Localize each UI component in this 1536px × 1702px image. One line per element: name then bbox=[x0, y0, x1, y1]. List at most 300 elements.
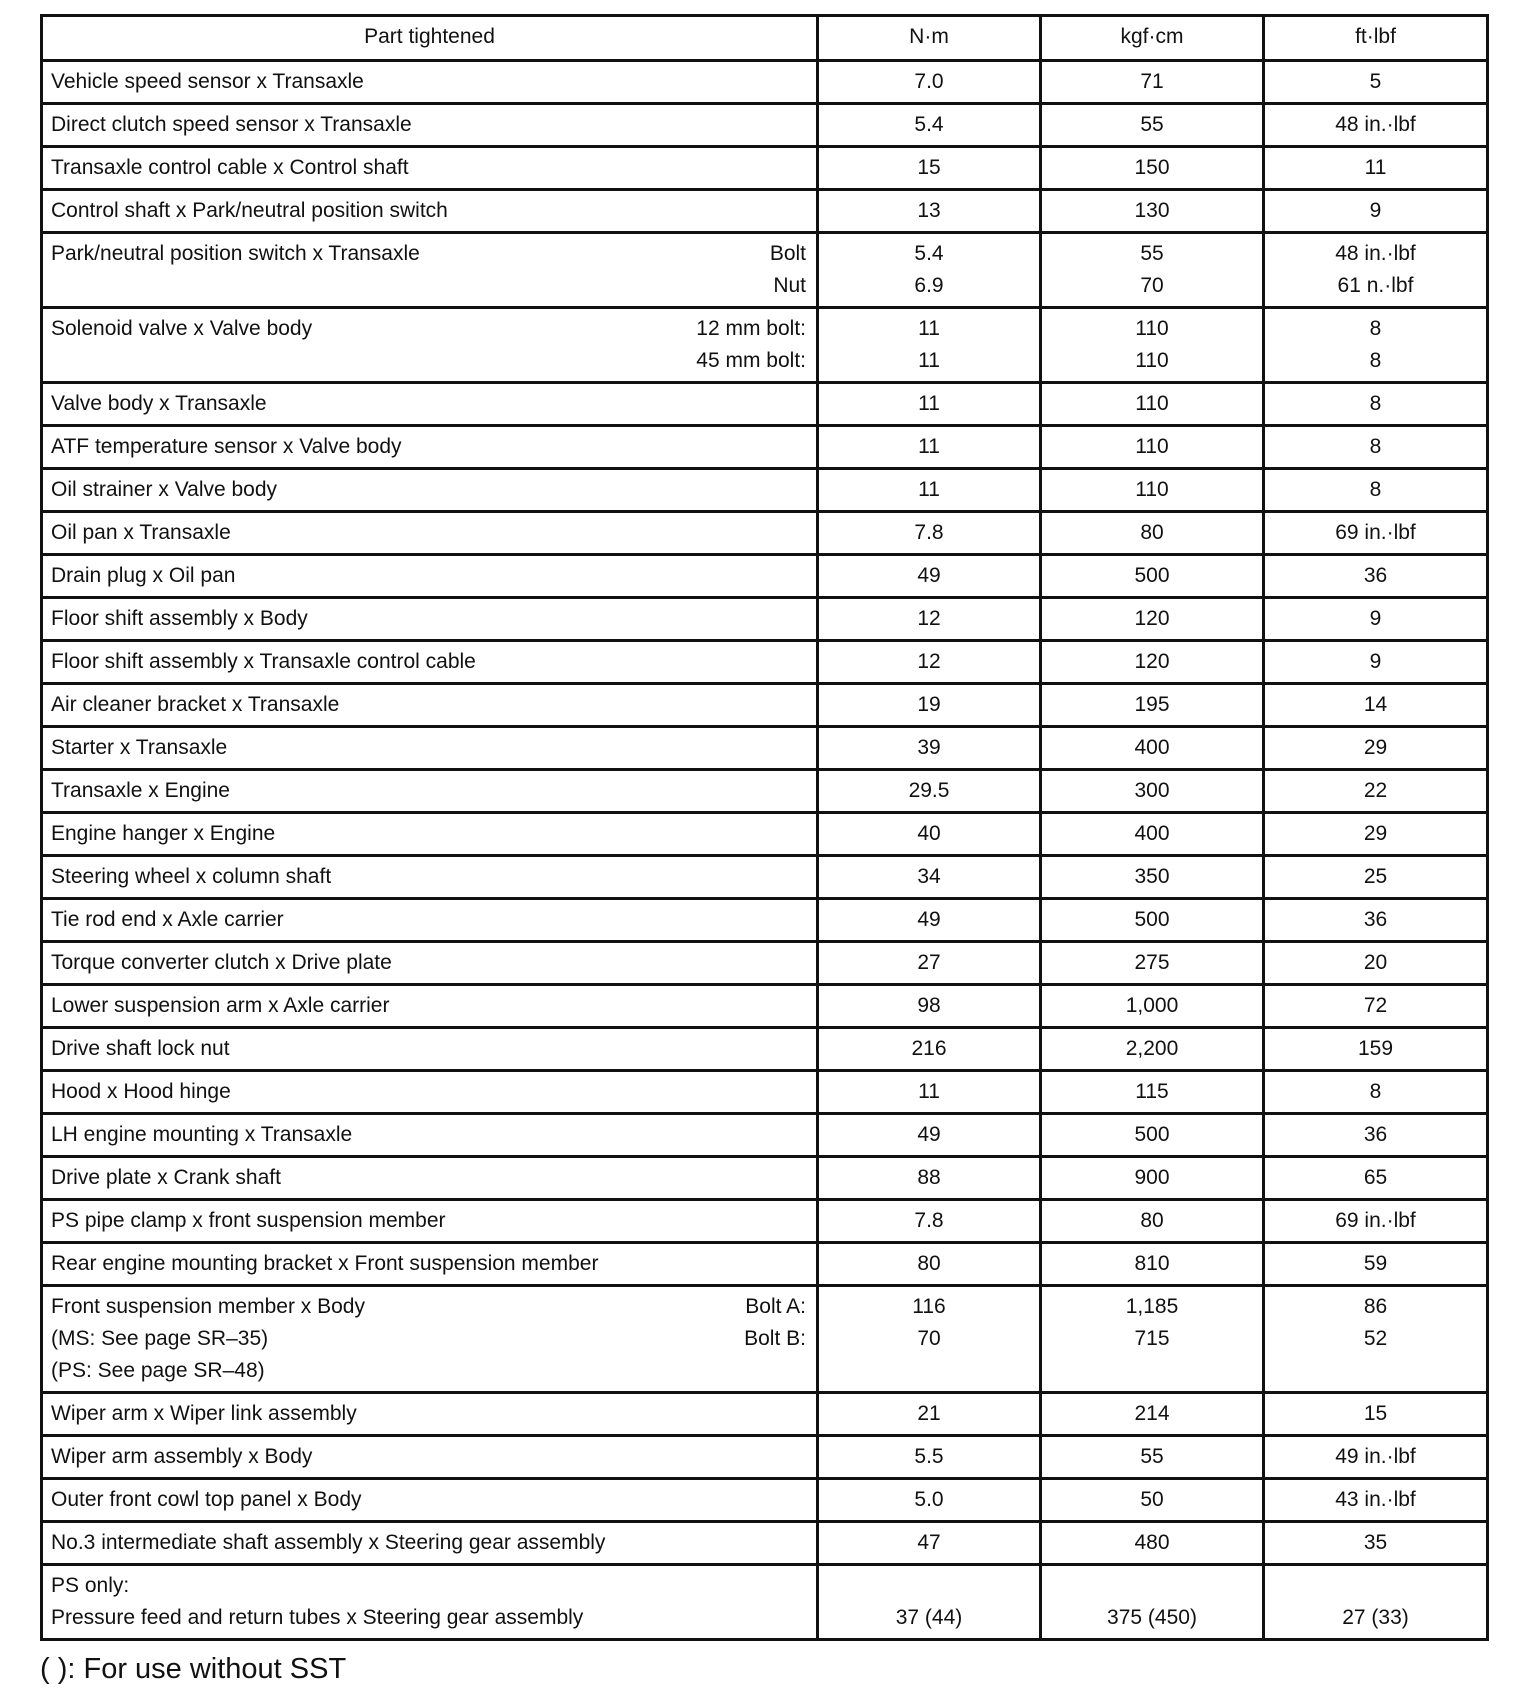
torque-value: 88 bbox=[917, 1166, 941, 1189]
table-body bbox=[42, 61, 1488, 1640]
kgf-value-cell bbox=[1041, 233, 1264, 308]
torque-value: 110 bbox=[1135, 349, 1169, 372]
torque-value: 130 bbox=[1134, 199, 1170, 222]
table-row bbox=[42, 684, 1488, 727]
footnote: ( ): For use without SST bbox=[40, 1653, 347, 1685]
kgf-value-cell bbox=[1041, 1522, 1264, 1565]
ft-lbf-value-cell bbox=[1264, 770, 1488, 813]
ft-lbf-value-cell bbox=[1264, 1436, 1488, 1479]
part-name-text: Solenoid valve x Valve body bbox=[51, 317, 313, 340]
nm-value-cell bbox=[818, 308, 1041, 383]
kgf-value-cell bbox=[1041, 1028, 1264, 1071]
torque-value: 12 bbox=[917, 650, 941, 673]
kgf-value-cell bbox=[1041, 598, 1264, 641]
torque-value: 37 (44) bbox=[895, 1606, 963, 1629]
part-tightened-cell bbox=[42, 1157, 818, 1200]
part-tightened-cell bbox=[42, 147, 818, 190]
nm-value-cell bbox=[818, 383, 1041, 426]
nm-value-cell bbox=[818, 1071, 1041, 1114]
kgf-value-cell bbox=[1041, 770, 1264, 813]
torque-value: 7.8 bbox=[914, 1209, 944, 1232]
torque-value: 29 bbox=[1363, 822, 1388, 845]
part-tightened-cell bbox=[42, 1114, 818, 1157]
torque-value: 116 bbox=[912, 1295, 946, 1318]
torque-value: 19 bbox=[917, 693, 941, 716]
torque-value: 500 bbox=[1134, 1123, 1170, 1146]
table-row bbox=[42, 1071, 1488, 1114]
torque-value: 55 bbox=[1140, 242, 1164, 265]
part-tightened-cell bbox=[42, 426, 818, 469]
kgf-value-cell bbox=[1041, 383, 1264, 426]
nm-value-cell bbox=[818, 61, 1041, 104]
torque-value: 11 bbox=[918, 392, 940, 415]
kgf-value-cell bbox=[1041, 1479, 1264, 1522]
torque-value: 20 bbox=[1363, 951, 1388, 974]
part-tightened-cell bbox=[42, 1393, 818, 1436]
kgf-value-cell bbox=[1041, 1071, 1264, 1114]
part-name-text: Tie rod end x Axle carrier bbox=[51, 908, 284, 931]
part-tightened-cell bbox=[42, 727, 818, 770]
torque-value: 29 bbox=[1363, 736, 1388, 759]
ft-lbf-value-cell bbox=[1264, 856, 1488, 899]
part-name-text: Drive shaft lock nut bbox=[51, 1037, 230, 1060]
torque-value: 195 bbox=[1134, 693, 1170, 716]
table-row bbox=[42, 770, 1488, 813]
torque-value: 39 bbox=[917, 736, 941, 759]
part-tightened-cell bbox=[42, 1565, 818, 1640]
ft-lbf-value-cell bbox=[1264, 985, 1488, 1028]
torque-value: 71 bbox=[1140, 70, 1164, 93]
kgf-value-cell bbox=[1041, 308, 1264, 383]
kgf-value-cell bbox=[1041, 899, 1264, 942]
nm-value-cell bbox=[818, 899, 1041, 942]
part-name-text: Floor shift assembly x Body bbox=[51, 607, 308, 630]
nm-value-cell bbox=[818, 598, 1041, 641]
table-row bbox=[42, 1479, 1488, 1522]
torque-value: 49 in.·lbf bbox=[1335, 1445, 1416, 1468]
ft-lbf-value-cell bbox=[1264, 899, 1488, 942]
table-row bbox=[42, 61, 1488, 104]
torque-value: 80 bbox=[1140, 521, 1164, 544]
torque-value: 50 bbox=[1140, 1488, 1164, 1511]
part-name-text: Control shaft x Park/neutral position switch bbox=[51, 199, 448, 222]
kgf-value-cell bbox=[1041, 1114, 1264, 1157]
torque-value: 86 bbox=[1363, 1295, 1388, 1318]
nm-value-cell bbox=[818, 1114, 1041, 1157]
part-tightened-cell bbox=[42, 942, 818, 985]
torque-value bbox=[1050, 1570, 1254, 1602]
table-row bbox=[42, 308, 1488, 383]
torque-value: 49 bbox=[917, 908, 941, 931]
nm-value-cell bbox=[818, 1522, 1041, 1565]
part-tightened-cell bbox=[42, 813, 818, 856]
torque-value: 70 bbox=[1140, 274, 1164, 297]
nm-value-cell bbox=[818, 104, 1041, 147]
part-name-text: Hood x Hood hinge bbox=[51, 1080, 231, 1103]
ft-lbf-value-cell bbox=[1264, 1565, 1488, 1640]
nm-value-cell bbox=[818, 190, 1041, 233]
torque-value: 1,000 bbox=[1125, 994, 1179, 1017]
part-name-text: Transaxle control cable x Control shaft bbox=[51, 156, 409, 179]
kgf-value-cell bbox=[1041, 61, 1264, 104]
part-name-text: Air cleaner bracket x Transaxle bbox=[51, 693, 340, 716]
nm-value-cell bbox=[818, 1028, 1041, 1071]
torque-value: 48 in.·lbf bbox=[1335, 242, 1416, 265]
ft-lbf-value-cell bbox=[1264, 104, 1488, 147]
table-header-row bbox=[42, 16, 1488, 61]
kgf-value-cell bbox=[1041, 1286, 1264, 1393]
torque-value: 110 bbox=[1135, 478, 1169, 501]
torque-value: 110 bbox=[1135, 392, 1169, 415]
ft-lbf-value-cell bbox=[1264, 813, 1488, 856]
table-row bbox=[42, 104, 1488, 147]
torque-value: 500 bbox=[1134, 564, 1170, 587]
ft-lbf-value-cell bbox=[1264, 1114, 1488, 1157]
part-name-text: Oil strainer x Valve body bbox=[51, 478, 278, 501]
kgf-value-cell bbox=[1041, 1436, 1264, 1479]
torque-value: 5 bbox=[1369, 70, 1382, 93]
table-row bbox=[42, 1114, 1488, 1157]
part-name-text: Park/neutral position switch x Transaxle bbox=[51, 242, 420, 265]
ft-lbf-value-cell bbox=[1264, 1479, 1488, 1522]
nm-value-cell bbox=[818, 727, 1041, 770]
part-tightened-cell bbox=[42, 190, 818, 233]
kgf-value-cell bbox=[1041, 1565, 1264, 1640]
torque-value: 11 bbox=[918, 349, 940, 372]
part-name-text: No.3 intermediate shaft assembly x Steering gear assembly bbox=[51, 1531, 606, 1554]
torque-value: 715 bbox=[1134, 1327, 1170, 1350]
part-name-text: Wiper arm x Wiper link assembly bbox=[51, 1402, 357, 1425]
nm-value-cell bbox=[818, 233, 1041, 308]
torque-value: 35 bbox=[1363, 1531, 1388, 1554]
part-name-text: Lower suspension arm x Axle carrier bbox=[51, 994, 390, 1017]
header-newton-meter: N·m bbox=[818, 16, 1041, 61]
torque-value: 52 bbox=[1363, 1327, 1388, 1350]
table-row bbox=[42, 1200, 1488, 1243]
kgf-value-cell bbox=[1041, 147, 1264, 190]
ft-lbf-value-cell bbox=[1264, 61, 1488, 104]
torque-value: 7.8 bbox=[914, 521, 944, 544]
part-name-text: Engine hanger x Engine bbox=[51, 822, 276, 845]
kgf-value-cell bbox=[1041, 727, 1264, 770]
torque-value: 36 bbox=[1363, 908, 1388, 931]
torque-value: 400 bbox=[1134, 822, 1170, 845]
part-name-text: Direct clutch speed sensor x Transaxle bbox=[51, 113, 412, 136]
torque-value: 27 bbox=[917, 951, 941, 974]
part-tightened-cell bbox=[42, 383, 818, 426]
table-row bbox=[42, 856, 1488, 899]
torque-value: 120 bbox=[1134, 650, 1170, 673]
nm-value-cell bbox=[818, 641, 1041, 684]
nm-value-cell bbox=[818, 684, 1041, 727]
ft-lbf-value-cell bbox=[1264, 555, 1488, 598]
part-tightened-cell bbox=[42, 1071, 818, 1114]
torque-value: 300 bbox=[1134, 779, 1170, 802]
part-name-text: Rear engine mounting bracket x Front suspension member bbox=[51, 1252, 599, 1275]
part-name-text: (MS: See page SR–35) bbox=[51, 1327, 269, 1350]
part-name-text: Drain plug x Oil pan bbox=[51, 564, 236, 587]
part-tightened-cell bbox=[42, 104, 818, 147]
torque-value: 55 bbox=[1140, 1445, 1164, 1468]
part-tightened-cell bbox=[42, 308, 818, 383]
part-name-text: Vehicle speed sensor x Transaxle bbox=[51, 70, 364, 93]
torque-value: 36 bbox=[1363, 1123, 1388, 1146]
table-row bbox=[42, 985, 1488, 1028]
table-row bbox=[42, 1393, 1488, 1436]
bolt-qualifier-text: 45 mm bolt: bbox=[696, 349, 806, 372]
ft-lbf-value-cell bbox=[1264, 641, 1488, 684]
torque-value: 8 bbox=[1369, 392, 1382, 415]
torque-value: 70 bbox=[917, 1327, 941, 1350]
header-kgf-cm: kgf·cm bbox=[1041, 16, 1264, 61]
ft-lbf-value-cell bbox=[1264, 598, 1488, 641]
part-tightened-cell bbox=[42, 1243, 818, 1286]
kgf-value-cell bbox=[1041, 469, 1264, 512]
kgf-value-cell bbox=[1041, 555, 1264, 598]
part-tightened-cell bbox=[42, 985, 818, 1028]
torque-value: 27 (33) bbox=[1342, 1606, 1409, 1629]
nm-value-cell bbox=[818, 555, 1041, 598]
nm-value-cell bbox=[818, 856, 1041, 899]
kgf-value-cell bbox=[1041, 856, 1264, 899]
nm-value-cell bbox=[818, 1286, 1041, 1393]
table-row bbox=[42, 641, 1488, 684]
part-name-text: Valve body x Transaxle bbox=[51, 392, 267, 415]
part-tightened-cell bbox=[42, 469, 818, 512]
torque-value: 72 bbox=[1363, 994, 1388, 1017]
table-row bbox=[42, 1436, 1488, 1479]
torque-value: 400 bbox=[1134, 736, 1170, 759]
table-row bbox=[42, 190, 1488, 233]
torque-value: 43 in.·lbf bbox=[1335, 1488, 1416, 1511]
table-row bbox=[42, 899, 1488, 942]
nm-value-cell bbox=[818, 1243, 1041, 1286]
torque-value: 61 n.·lbf bbox=[1337, 274, 1414, 297]
torque-value bbox=[1273, 1570, 1478, 1602]
torque-value: 59 bbox=[1363, 1252, 1388, 1275]
torque-value: 29.5 bbox=[908, 779, 950, 802]
part-name-text: Transaxle x Engine bbox=[51, 779, 230, 802]
torque-value: 49 bbox=[917, 564, 941, 587]
torque-value: 15 bbox=[1363, 1402, 1388, 1425]
table-row bbox=[42, 1243, 1488, 1286]
nm-value-cell bbox=[818, 147, 1041, 190]
table-row bbox=[42, 512, 1488, 555]
torque-value: 375 (450) bbox=[1107, 1606, 1197, 1629]
torque-value: 9 bbox=[1369, 607, 1382, 630]
torque-value: 48 in.·lbf bbox=[1335, 113, 1416, 136]
part-name-text: PS only: bbox=[51, 1574, 130, 1597]
kgf-value-cell bbox=[1041, 942, 1264, 985]
torque-value: 36 bbox=[1363, 564, 1388, 587]
torque-value: 5.0 bbox=[914, 1488, 944, 1511]
nm-value-cell bbox=[818, 985, 1041, 1028]
table-row bbox=[42, 727, 1488, 770]
torque-spec-table bbox=[40, 14, 1489, 1641]
bolt-qualifier-text: 12 mm bolt: bbox=[696, 317, 806, 340]
torque-value: 25 bbox=[1363, 865, 1388, 888]
table-row bbox=[42, 1522, 1488, 1565]
kgf-value-cell bbox=[1041, 1200, 1264, 1243]
header-part-tightened: Part tightened bbox=[42, 16, 818, 61]
ft-lbf-value-cell bbox=[1264, 1522, 1488, 1565]
torque-value: 275 bbox=[1134, 951, 1170, 974]
ft-lbf-value-cell bbox=[1264, 512, 1488, 555]
part-name-text: Oil pan x Transaxle bbox=[51, 521, 231, 544]
part-tightened-cell bbox=[42, 770, 818, 813]
kgf-value-cell bbox=[1041, 426, 1264, 469]
part-tightened-cell bbox=[42, 1479, 818, 1522]
part-tightened-cell bbox=[42, 684, 818, 727]
table-row bbox=[42, 469, 1488, 512]
torque-value: 7.0 bbox=[914, 70, 944, 93]
ft-lbf-value-cell bbox=[1264, 1200, 1488, 1243]
nm-value-cell bbox=[818, 1436, 1041, 1479]
nm-value-cell bbox=[818, 512, 1041, 555]
table-row bbox=[42, 813, 1488, 856]
nm-value-cell bbox=[818, 426, 1041, 469]
nm-value-cell bbox=[818, 1200, 1041, 1243]
torque-value: 11 bbox=[918, 435, 940, 458]
torque-value: 69 in.·lbf bbox=[1335, 521, 1416, 544]
torque-value: 80 bbox=[917, 1252, 941, 1275]
torque-value: 22 bbox=[1363, 779, 1388, 802]
part-name-text: ATF temperature sensor x Valve body bbox=[51, 435, 402, 458]
torque-value: 480 bbox=[1134, 1531, 1170, 1554]
torque-value: 8 bbox=[1369, 435, 1382, 458]
part-tightened-cell bbox=[42, 641, 818, 684]
kgf-value-cell bbox=[1041, 190, 1264, 233]
ft-lbf-value-cell bbox=[1264, 469, 1488, 512]
part-name-text: Drive plate x Crank shaft bbox=[51, 1166, 281, 1189]
torque-value: 11 bbox=[918, 317, 940, 340]
torque-value: 9 bbox=[1369, 650, 1382, 673]
torque-value: 216 bbox=[911, 1037, 947, 1060]
torque-value: 8 bbox=[1369, 317, 1382, 340]
torque-value: 8 bbox=[1369, 478, 1382, 501]
table-row bbox=[42, 1028, 1488, 1071]
torque-value: 810 bbox=[1134, 1252, 1170, 1275]
torque-value: 115 bbox=[1135, 1080, 1169, 1103]
nm-value-cell bbox=[818, 770, 1041, 813]
torque-value: 1,185 bbox=[1125, 1295, 1179, 1318]
kgf-value-cell bbox=[1041, 813, 1264, 856]
torque-value: 5.4 bbox=[914, 113, 944, 136]
torque-value: 14 bbox=[1363, 693, 1388, 716]
torque-value: 49 bbox=[917, 1123, 941, 1146]
torque-value: 11 bbox=[918, 1080, 940, 1103]
torque-value: 13 bbox=[917, 199, 941, 222]
nm-value-cell bbox=[818, 942, 1041, 985]
torque-value: 110 bbox=[1135, 317, 1169, 340]
ft-lbf-value-cell bbox=[1264, 426, 1488, 469]
torque-value: 21 bbox=[917, 1402, 941, 1425]
torque-value: 120 bbox=[1134, 607, 1170, 630]
table-row bbox=[42, 555, 1488, 598]
torque-value: 8 bbox=[1369, 1080, 1382, 1103]
torque-value: 98 bbox=[917, 994, 941, 1017]
bolt-qualifier-text: Bolt bbox=[769, 242, 806, 265]
nm-value-cell bbox=[818, 1157, 1041, 1200]
ft-lbf-value-cell bbox=[1264, 1393, 1488, 1436]
torque-value: 500 bbox=[1134, 908, 1170, 931]
table-row bbox=[42, 147, 1488, 190]
torque-value: 15 bbox=[917, 156, 941, 179]
part-name-text: Floor shift assembly x Transaxle control cable bbox=[51, 650, 476, 673]
kgf-value-cell bbox=[1041, 684, 1264, 727]
torque-value: 6.9 bbox=[914, 274, 944, 297]
torque-value: 214 bbox=[1134, 1402, 1170, 1425]
part-tightened-cell bbox=[42, 61, 818, 104]
torque-value: 110 bbox=[1135, 435, 1169, 458]
torque-value: 11 bbox=[918, 478, 940, 501]
part-tightened-cell bbox=[42, 1286, 818, 1393]
torque-value: 150 bbox=[1134, 156, 1170, 179]
ft-lbf-value-cell bbox=[1264, 1243, 1488, 1286]
torque-value: 159 bbox=[1357, 1037, 1394, 1060]
bolt-qualifier-text: Bolt B: bbox=[744, 1327, 806, 1350]
table-row bbox=[42, 942, 1488, 985]
table-row bbox=[42, 233, 1488, 308]
part-tightened-cell bbox=[42, 1200, 818, 1243]
part-name-text: (PS: See page SR–48) bbox=[51, 1359, 265, 1382]
ft-lbf-value-cell bbox=[1264, 942, 1488, 985]
nm-value-cell bbox=[818, 1565, 1041, 1640]
torque-value: 65 bbox=[1363, 1166, 1388, 1189]
torque-value: 12 bbox=[917, 607, 941, 630]
torque-value: 55 bbox=[1140, 113, 1164, 136]
ft-lbf-value-cell bbox=[1264, 190, 1488, 233]
part-tightened-cell bbox=[42, 1522, 818, 1565]
nm-value-cell bbox=[818, 813, 1041, 856]
torque-value: 2,200 bbox=[1125, 1037, 1179, 1060]
torque-value: 34 bbox=[917, 865, 941, 888]
ft-lbf-value-cell bbox=[1264, 383, 1488, 426]
bolt-qualifier-text: Bolt A: bbox=[745, 1295, 806, 1318]
kgf-value-cell bbox=[1041, 1393, 1264, 1436]
table-row bbox=[42, 383, 1488, 426]
part-name-text: Starter x Transaxle bbox=[51, 736, 228, 759]
ft-lbf-value-cell bbox=[1264, 1071, 1488, 1114]
kgf-value-cell bbox=[1041, 1157, 1264, 1200]
ft-lbf-value-cell bbox=[1264, 233, 1488, 308]
table-row bbox=[42, 1157, 1488, 1200]
torque-spec-table-container bbox=[40, 14, 1486, 1641]
part-tightened-cell bbox=[42, 598, 818, 641]
nm-value-cell bbox=[818, 469, 1041, 512]
kgf-value-cell bbox=[1041, 985, 1264, 1028]
torque-value: 900 bbox=[1134, 1166, 1170, 1189]
ft-lbf-value-cell bbox=[1264, 147, 1488, 190]
part-tightened-cell bbox=[42, 1028, 818, 1071]
nm-value-cell bbox=[818, 1393, 1041, 1436]
part-tightened-cell bbox=[42, 899, 818, 942]
torque-value: 8 bbox=[1369, 349, 1382, 372]
ft-lbf-value-cell bbox=[1264, 1028, 1488, 1071]
nm-value-cell bbox=[818, 1479, 1041, 1522]
part-name-text: Steering wheel x column shaft bbox=[51, 865, 332, 888]
part-name-text: LH engine mounting x Transaxle bbox=[51, 1123, 353, 1146]
bolt-qualifier-text: Nut bbox=[773, 274, 806, 297]
part-tightened-cell bbox=[42, 233, 818, 308]
ft-lbf-value-cell bbox=[1264, 1157, 1488, 1200]
torque-value: 5.4 bbox=[914, 242, 944, 265]
part-tightened-cell bbox=[42, 512, 818, 555]
kgf-value-cell bbox=[1041, 641, 1264, 684]
torque-value: 40 bbox=[917, 822, 941, 845]
part-name-text: PS pipe clamp x front suspension member bbox=[51, 1209, 446, 1232]
kgf-value-cell bbox=[1041, 104, 1264, 147]
